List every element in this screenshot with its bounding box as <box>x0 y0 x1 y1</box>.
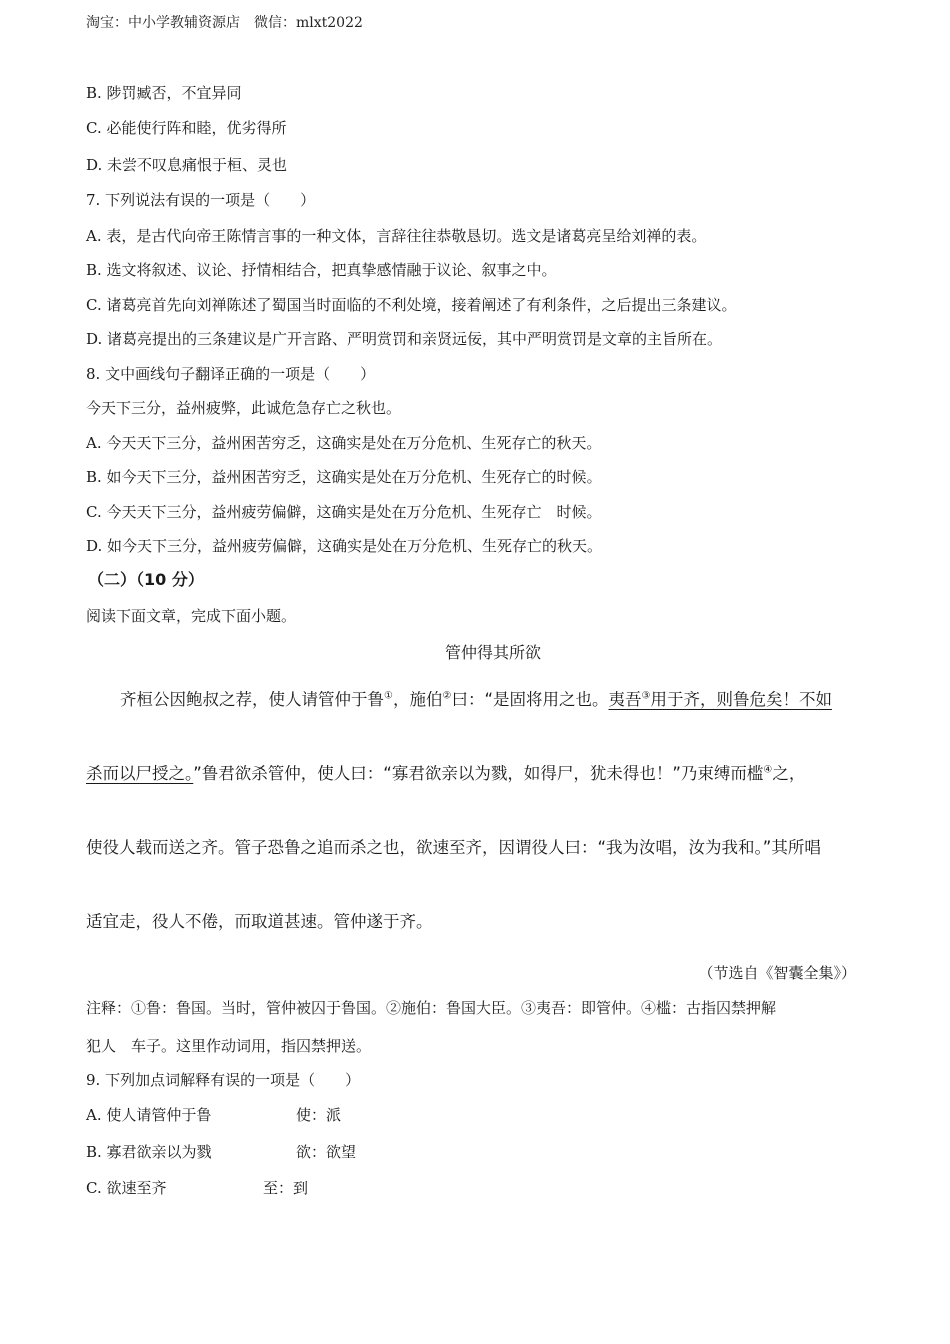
q8-option-b: B. 如今天下三分，益州困苦穷乏，这确实是处在万分危机、生死存亡的时候。 <box>86 468 602 486</box>
underlined-sentence-part1: 夷吾③用于齐，则鲁危矣！不如 <box>608 690 832 709</box>
underlined-sentence-part2: 杀而以尸授之。 <box>86 764 194 783</box>
passage-line-2: 杀而以尸授之。”鲁君欲杀管仲，使人曰：“寡君欲亲以为戮，如得尸，犹未得也！”乃束缚而槛④之， <box>86 764 806 783</box>
q8-option-c: C. 今天天下三分，益州疲劳偏僻，这确实是处在万分危机、生死存亡 时候。 <box>86 503 602 521</box>
q9-option-b: B. 寡君欲亲以为戮 欲：欲望 <box>86 1143 357 1161</box>
q7-option-d: D. 诸葛亮提出的三条建议是广开言路、严明赏罚和亲贤远佞，其中严明赏罚是文章的主旨所在。 <box>86 330 723 348</box>
notes-line-1: 注释：①鲁：鲁国。当时，管仲被囚于鲁国。②施伯：鲁国大臣。③夷吾：即管仲。④槛：古指囚禁押解 <box>86 999 777 1017</box>
q8-sentence: 今天下三分，益州疲弊，此诚危急存亡之秋也。 <box>86 399 402 417</box>
reading-instruction: 阅读下面文章，完成下面小题。 <box>86 607 297 625</box>
q8-option-a: A. 今天天下三分，益州困苦穷乏，这确实是处在万分危机、生死存亡的秋天。 <box>86 434 602 452</box>
passage-title: 管仲得其所欲 <box>444 643 541 662</box>
q7-option-a: A. 表，是古代向帝王陈情言事的一种文体，言辞往往恭敬恳切。选文是诸葛亮呈给刘禅的表。 <box>86 227 707 245</box>
q6-option-c: C. 必能使行阵和睦，优劣得所 <box>86 119 287 137</box>
section-title: （二）（10 分） <box>88 570 204 589</box>
q7-option-b: B. 选文将叙述、议论、抒情相结合，把真挚感情融于议论、叙事之中。 <box>86 261 557 279</box>
notes-line-2: 犯人 车子。这里作动词用，指囚禁押送。 <box>86 1037 372 1055</box>
q6-option-b: B. 陟罚臧否，不宜异同 <box>86 84 242 102</box>
q6-option-d: D. 未尝不叹息痛恨于桓、灵也 <box>86 156 288 174</box>
passage-line-3: 使役人载而送之齐。管子恐鲁之追而杀之也，欲速至齐，因谓役人曰：“我为汝唱，汝为我和。”其所唱 <box>86 838 821 857</box>
page-header: 淘宝：中小学教辅资源店 微信：mlxt2022 <box>86 15 363 31</box>
q9-stem: 9. 下列加点词解释有误的一项是（ ） <box>86 1071 361 1089</box>
q7-option-c: C. 诸葛亮首先向刘禅陈述了蜀国当时面临的不利处境，接着阐述了有利条件，之后提出三条建议。 <box>86 296 737 314</box>
q8-option-d: D. 如今天下三分，益州疲劳偏僻，这确实是处在万分危机、生死存亡的秋天。 <box>86 537 603 555</box>
passage-line-1: 齐桓公因鲍叔之荐，使人请管仲于鲁①，施伯②曰：“是固将用之也。夷吾③用于齐，则鲁危矣！不如 <box>120 690 832 709</box>
q8-stem: 8. 文中画线句子翻译正确的一项是（ ） <box>86 365 376 383</box>
q9-option-c: C. 欲速至齐 至：到 <box>86 1179 309 1197</box>
passage-line-4: 适宜走，役人不倦，而取道甚速。管仲遂于齐。 <box>86 912 433 931</box>
passage-source: （节选自《智囊全集》） <box>698 964 856 982</box>
q7-stem: 7. 下列说法有误的一项是（ ） <box>86 191 316 209</box>
q9-option-a: A. 使人请管仲于鲁 使：派 <box>86 1106 342 1124</box>
